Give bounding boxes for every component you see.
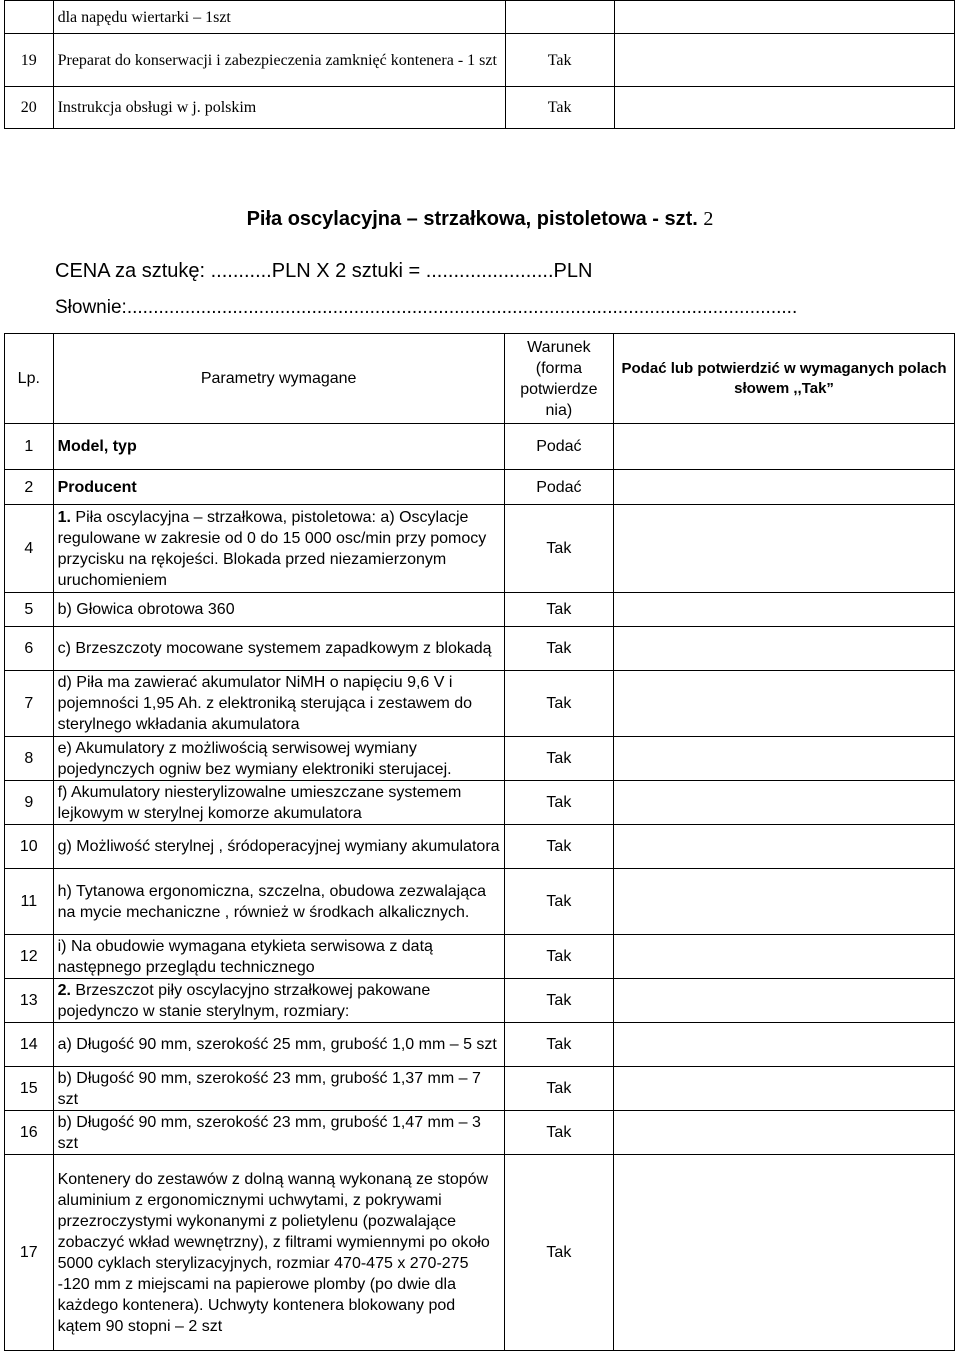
row-confirmation-cell[interactable] bbox=[614, 87, 954, 129]
table-row bbox=[5, 935, 955, 979]
row-parameter-text: Brzeszczot piły oscylacyjno strzałkowej pakowane pojedynczo w stanie sterylnym, rozmiary: bbox=[57, 981, 431, 1020]
row-condition: Tak bbox=[504, 1111, 613, 1155]
requirements-table bbox=[4, 333, 955, 1351]
row-confirmation-cell[interactable] bbox=[614, 1155, 955, 1351]
row-number: 5 bbox=[5, 593, 54, 627]
row-number: 17 bbox=[5, 1155, 54, 1351]
table-header-row bbox=[5, 334, 955, 424]
row-parameter: Preparat do konserwacji i zabezpieczenia zamknięć kontenera - 1 szt bbox=[53, 34, 505, 87]
section-title-text: Piła oscylacyjna – strzałkowa, pistoletowa - szt. bbox=[246, 208, 698, 230]
row-number: 4 bbox=[5, 505, 54, 593]
amount-in-words-line: Słownie:............................................................................................................................... bbox=[55, 297, 798, 318]
row-confirmation-cell[interactable] bbox=[614, 671, 955, 737]
row-condition: Tak bbox=[504, 671, 613, 737]
row-condition: Tak bbox=[504, 979, 613, 1023]
row-condition: Tak bbox=[504, 1155, 613, 1351]
table-row bbox=[5, 87, 955, 129]
row-condition: Tak bbox=[505, 34, 614, 87]
row-condition: Tak bbox=[504, 869, 613, 935]
row-parameter-text: Piła oscylacyjna – strzałkowa, pistoletowa: a) Oscylacje regulowane w zakresie od 0 do 15 000 osc/min przy pomocy przycisku na rękojeści. Blokada przed niezamierzonym uruchomieniem bbox=[57, 508, 487, 589]
price-line: CENA za sztukę: ...........PLN X 2 sztuki = .......................PLN bbox=[55, 260, 593, 282]
row-confirmation-cell[interactable] bbox=[614, 470, 955, 505]
row-confirmation-cell[interactable] bbox=[614, 737, 955, 781]
row-number: 2 bbox=[5, 470, 54, 505]
row-parameter: dla napędu wiertarki – 1szt bbox=[53, 1, 505, 34]
row-number: 8 bbox=[5, 737, 54, 781]
row-parameter: b) Głowica obrotowa 360 bbox=[53, 593, 504, 627]
row-number: 16 bbox=[5, 1111, 54, 1155]
row-condition: Tak bbox=[504, 935, 613, 979]
row-number: 6 bbox=[5, 627, 54, 671]
row-parameter: Kontenery do zestawów z dolną wanną wykonaną ze stopów aluminium z ergonomicznymi uchwytami, z pokrywami przezroczystymi wykonanymi z polietylenu (pozwalające zobaczyć wkład wewnętrzny), z filtrami wymiennymi po około 5000 cyklach sterylizacyjnych, rozmiar 470-475 x 270-275 -120 mm z miejscami na papierowe plomby (po dwie dla każdego kontenera). Uchwyty kontenera blokowany pod kątem 90 stopni – 2 szt bbox=[53, 1155, 504, 1351]
header-confirmation: Podać lub potwierdzić w wymaganych polach słowem ,,Tak” bbox=[614, 334, 955, 424]
row-parameter: d) Piła ma zawierać akumulator NiMH o napięciu 9,6 V i pojemności 1,95 Ah. z elektroniką sterująca i zestawem do sterylnego wkładania akumulatora bbox=[53, 671, 504, 737]
table-row bbox=[5, 671, 955, 737]
row-confirmation-cell[interactable] bbox=[614, 1023, 955, 1067]
table-row bbox=[5, 1, 955, 34]
table-row bbox=[5, 34, 955, 87]
table-row bbox=[5, 737, 955, 781]
table-row bbox=[5, 1067, 955, 1111]
row-number: 12 bbox=[5, 935, 54, 979]
row-parameter: f) Akumulatory niesterylizowalne umieszczane systemem lejkowym w sterylnej komorze akumulatora bbox=[53, 781, 504, 825]
row-condition: Tak bbox=[504, 505, 613, 593]
row-number: 15 bbox=[5, 1067, 54, 1111]
header-lp: Lp. bbox=[5, 334, 54, 424]
row-number: 10 bbox=[5, 825, 54, 869]
row-number: 9 bbox=[5, 781, 54, 825]
header-parameters: Parametry wymagane bbox=[53, 334, 504, 424]
row-number: 19 bbox=[5, 34, 54, 87]
row-condition bbox=[505, 1, 614, 34]
row-parameter: g) Możliwość sterylnej , śródoperacyjnej wymiany akumulatora bbox=[53, 825, 504, 869]
row-parameter: c) Brzeszczoty mocowane systemem zapadkowym z blokadą bbox=[53, 627, 504, 671]
row-condition: Podać bbox=[504, 424, 613, 470]
previous-items-table bbox=[4, 0, 955, 129]
table-row bbox=[5, 781, 955, 825]
row-parameter: a) Długość 90 mm, szerokość 25 mm, grubość 1,0 mm – 5 szt bbox=[53, 1023, 504, 1067]
row-confirmation-cell[interactable] bbox=[614, 505, 955, 593]
row-condition: Tak bbox=[504, 1023, 613, 1067]
row-number: 13 bbox=[5, 979, 54, 1023]
row-condition: Podać bbox=[504, 470, 613, 505]
section-title-quantity: 2 bbox=[703, 208, 714, 230]
row-number bbox=[5, 1, 54, 34]
row-number: 11 bbox=[5, 869, 54, 935]
row-condition: Tak bbox=[504, 593, 613, 627]
row-condition: Tak bbox=[504, 781, 613, 825]
row-condition: Tak bbox=[504, 627, 613, 671]
row-confirmation-cell[interactable] bbox=[614, 1, 954, 34]
table-row bbox=[5, 593, 955, 627]
row-condition: Tak bbox=[504, 737, 613, 781]
row-number: 7 bbox=[5, 671, 54, 737]
row-parameter: Instrukcja obsługi w j. polskim bbox=[53, 87, 505, 129]
table-row bbox=[5, 1111, 955, 1155]
row-confirmation-cell[interactable] bbox=[614, 34, 954, 87]
row-parameter bbox=[53, 505, 504, 593]
row-confirmation-cell[interactable] bbox=[614, 869, 955, 935]
table-row bbox=[5, 1155, 955, 1351]
row-parameter: h) Tytanowa ergonomiczna, szczelna, obudowa zezwalająca na mycie mechaniczne , również w środkach alkalicznych. bbox=[53, 869, 504, 935]
table-row bbox=[5, 869, 955, 935]
row-confirmation-cell[interactable] bbox=[614, 1067, 955, 1111]
row-parameter bbox=[53, 979, 504, 1023]
row-number: 20 bbox=[5, 87, 54, 129]
row-parameter: b) Długość 90 mm, szerokość 23 mm, grubość 1,37 mm – 7 szt bbox=[53, 1067, 504, 1111]
row-number: 14 bbox=[5, 1023, 54, 1067]
row-parameter: Model, typ bbox=[53, 424, 504, 470]
table-row bbox=[5, 505, 955, 593]
row-parameter: Producent bbox=[53, 470, 504, 505]
table-row bbox=[5, 470, 955, 505]
table-row bbox=[5, 627, 955, 671]
header-condition: Warunek (forma potwierdze nia) bbox=[504, 334, 613, 424]
row-confirmation-cell[interactable] bbox=[614, 593, 955, 627]
row-parameter: i) Na obudowie wymagana etykieta serwisowa z datą następnego przeglądu technicznego bbox=[53, 935, 504, 979]
section-title bbox=[0, 208, 960, 231]
table-row bbox=[5, 979, 955, 1023]
table-row bbox=[5, 1023, 955, 1067]
row-confirmation-cell[interactable] bbox=[614, 935, 955, 979]
item-number: 2. bbox=[57, 981, 71, 999]
table-row bbox=[5, 424, 955, 470]
item-number: 1. bbox=[57, 508, 71, 526]
row-condition: Tak bbox=[505, 87, 614, 129]
row-confirmation-cell[interactable] bbox=[614, 627, 955, 671]
row-confirmation-cell[interactable] bbox=[614, 1111, 955, 1155]
row-condition: Tak bbox=[504, 1067, 613, 1111]
row-confirmation-cell[interactable] bbox=[614, 781, 955, 825]
row-parameter: b) Długość 90 mm, szerokość 23 mm, grubość 1,47 mm – 3 szt bbox=[53, 1111, 504, 1155]
table-row bbox=[5, 825, 955, 869]
row-condition: Tak bbox=[504, 825, 613, 869]
row-confirmation-cell[interactable] bbox=[614, 424, 955, 470]
row-number: 1 bbox=[5, 424, 54, 470]
row-confirmation-cell[interactable] bbox=[614, 979, 955, 1023]
row-parameter: e) Akumulatory z możliwością serwisowej wymiany pojedynczych ogniw bez wymiany elektroniki sterujacej. bbox=[53, 737, 504, 781]
row-confirmation-cell[interactable] bbox=[614, 825, 955, 869]
